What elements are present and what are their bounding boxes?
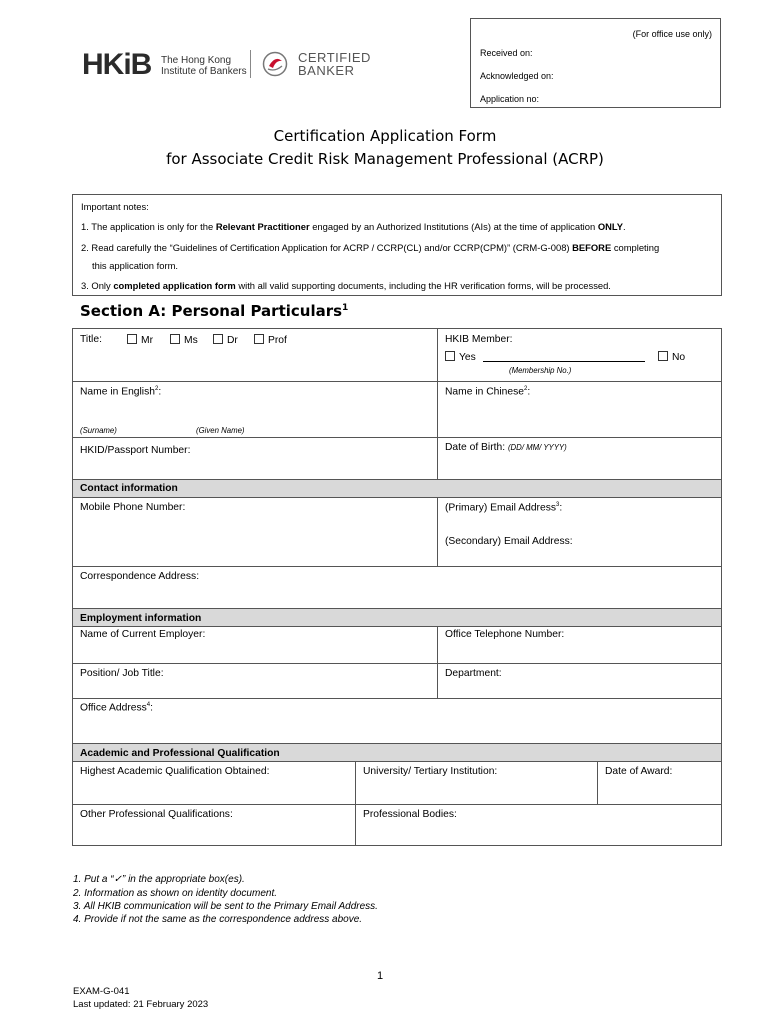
last-updated: Last updated: 21 February 2023 <box>73 999 209 1010</box>
title-option-mr[interactable]: Mr <box>127 334 153 346</box>
highest-qualification-label: Highest Academic Qualification Obtained: <box>80 766 270 777</box>
office-use-box <box>470 18 721 108</box>
given-name-hint: (Given Name) <box>196 426 245 435</box>
office-tel-label: Office Telephone Number: <box>445 629 565 640</box>
department-label: Department: <box>445 668 502 679</box>
mobile-label: Mobile Phone Number: <box>80 502 186 513</box>
acknowledged-on-label: Acknowledged on: <box>480 71 554 81</box>
position-label: Position/ Job Title: <box>80 668 164 679</box>
form-code: EXAM-G-041 <box>73 986 130 997</box>
membership-no-line[interactable] <box>483 361 645 362</box>
date-of-award-label: Date of Award: <box>605 766 673 777</box>
certified-banker-badge-icon <box>262 51 288 77</box>
received-on-label: Received on: <box>480 48 533 58</box>
note-2-cont: this application form. <box>92 260 178 271</box>
application-no-label: Application no: <box>480 94 540 104</box>
checkbox-dr[interactable] <box>213 334 223 344</box>
certified-line1: CERTIFIED <box>298 50 371 65</box>
title-option-dr[interactable]: Dr <box>213 334 238 346</box>
employment-info-heading: Employment information <box>80 613 202 624</box>
page-number: 1 <box>376 970 384 982</box>
important-notes-box <box>72 194 722 296</box>
title-option-prof[interactable]: Prof <box>254 334 287 346</box>
form-subtitle: for Associate Credit Risk Management Professional (ACRP) <box>166 150 604 168</box>
checkbox-mr[interactable] <box>127 334 137 344</box>
professional-bodies-label: Professional Bodies: <box>363 809 457 820</box>
primary-email-label: (Primary) Email Address$^3$: <box>445 502 563 514</box>
secondary-email-label: (Secondary) Email Address: <box>445 536 573 547</box>
membership-no-hint: (Membership No.) <box>509 366 572 375</box>
checkbox-yes[interactable] <box>445 351 455 361</box>
checkbox-no[interactable] <box>658 351 668 361</box>
employer-label: Name of Current Employer: <box>80 629 206 640</box>
checkbox-prof[interactable] <box>254 334 264 344</box>
hkib-member-label: HKIB Member: <box>445 334 513 345</box>
logo-text: HKiB <box>82 48 152 81</box>
hkid-label: HKID/Passport Number: <box>80 445 191 456</box>
section-a-title: Section A: Personal Particulars$^1$ <box>80 302 349 320</box>
institute-name <box>161 55 247 77</box>
note-2: 2. Read carefully the “Guidelines of Certification Application for ACRP / CCRP(CL) and/or CCRP(CPM)” (CRM-G-008) BEFORE completing <box>81 242 660 253</box>
office-address-label: Office Address$^4$: <box>80 702 153 714</box>
hkib-logo <box>82 50 151 80</box>
institute-line1: The Hong Kong <box>161 55 232 66</box>
footnote-3: 3. All HKIB communication will be sent to the Primary Email Address. <box>73 901 378 912</box>
other-qualifications-label: Other Professional Qualifications: <box>80 809 233 820</box>
name-chinese-label: Name in Chinese$^2$: <box>445 386 531 398</box>
checkbox-ms[interactable] <box>170 334 180 344</box>
note-3: 3. Only completed application form with all valid supporting documents, including the HR verification forms, will be processed. <box>81 280 611 291</box>
surname-hint: (Surname) <box>80 426 117 435</box>
member-no-option[interactable]: No <box>658 351 685 363</box>
certified-line2: BANKER <box>298 63 355 78</box>
note-1: 1. The application is only for the Relevant Practitioner engaged by an Authorized Institutions (AIs) at the time of application ONLY. <box>81 221 626 232</box>
title-label: Title: <box>80 334 102 345</box>
logo-divider <box>250 50 251 78</box>
office-use-heading: (For office use only) <box>632 29 712 39</box>
university-label: University/ Tertiary Institution: <box>363 766 498 777</box>
academic-heading: Academic and Professional Qualification <box>80 748 280 759</box>
notes-heading: Important notes: <box>81 201 149 212</box>
dob-label: Date of Birth: (DD/ MM/ YYYY) <box>445 442 567 453</box>
footnote-2: 2. Information as shown on identity document. <box>73 888 278 899</box>
footnote-4: 4. Provide if not the same as the correspondence address above. <box>73 914 363 925</box>
certified-banker-text <box>298 51 371 77</box>
title-option-ms[interactable]: Ms <box>170 334 198 346</box>
footnote-1: 1. Put a “✓” in the appropriate box(es). <box>73 874 245 885</box>
contact-info-heading: Contact information <box>80 483 178 494</box>
institute-line2: Institute of Bankers <box>161 66 247 77</box>
member-yes-option[interactable]: Yes <box>445 351 476 363</box>
form-title: Certification Application Form <box>273 127 497 145</box>
correspondence-address-label: Correspondence Address: <box>80 571 200 582</box>
name-english-label: Name in English$^2$: <box>80 386 162 398</box>
